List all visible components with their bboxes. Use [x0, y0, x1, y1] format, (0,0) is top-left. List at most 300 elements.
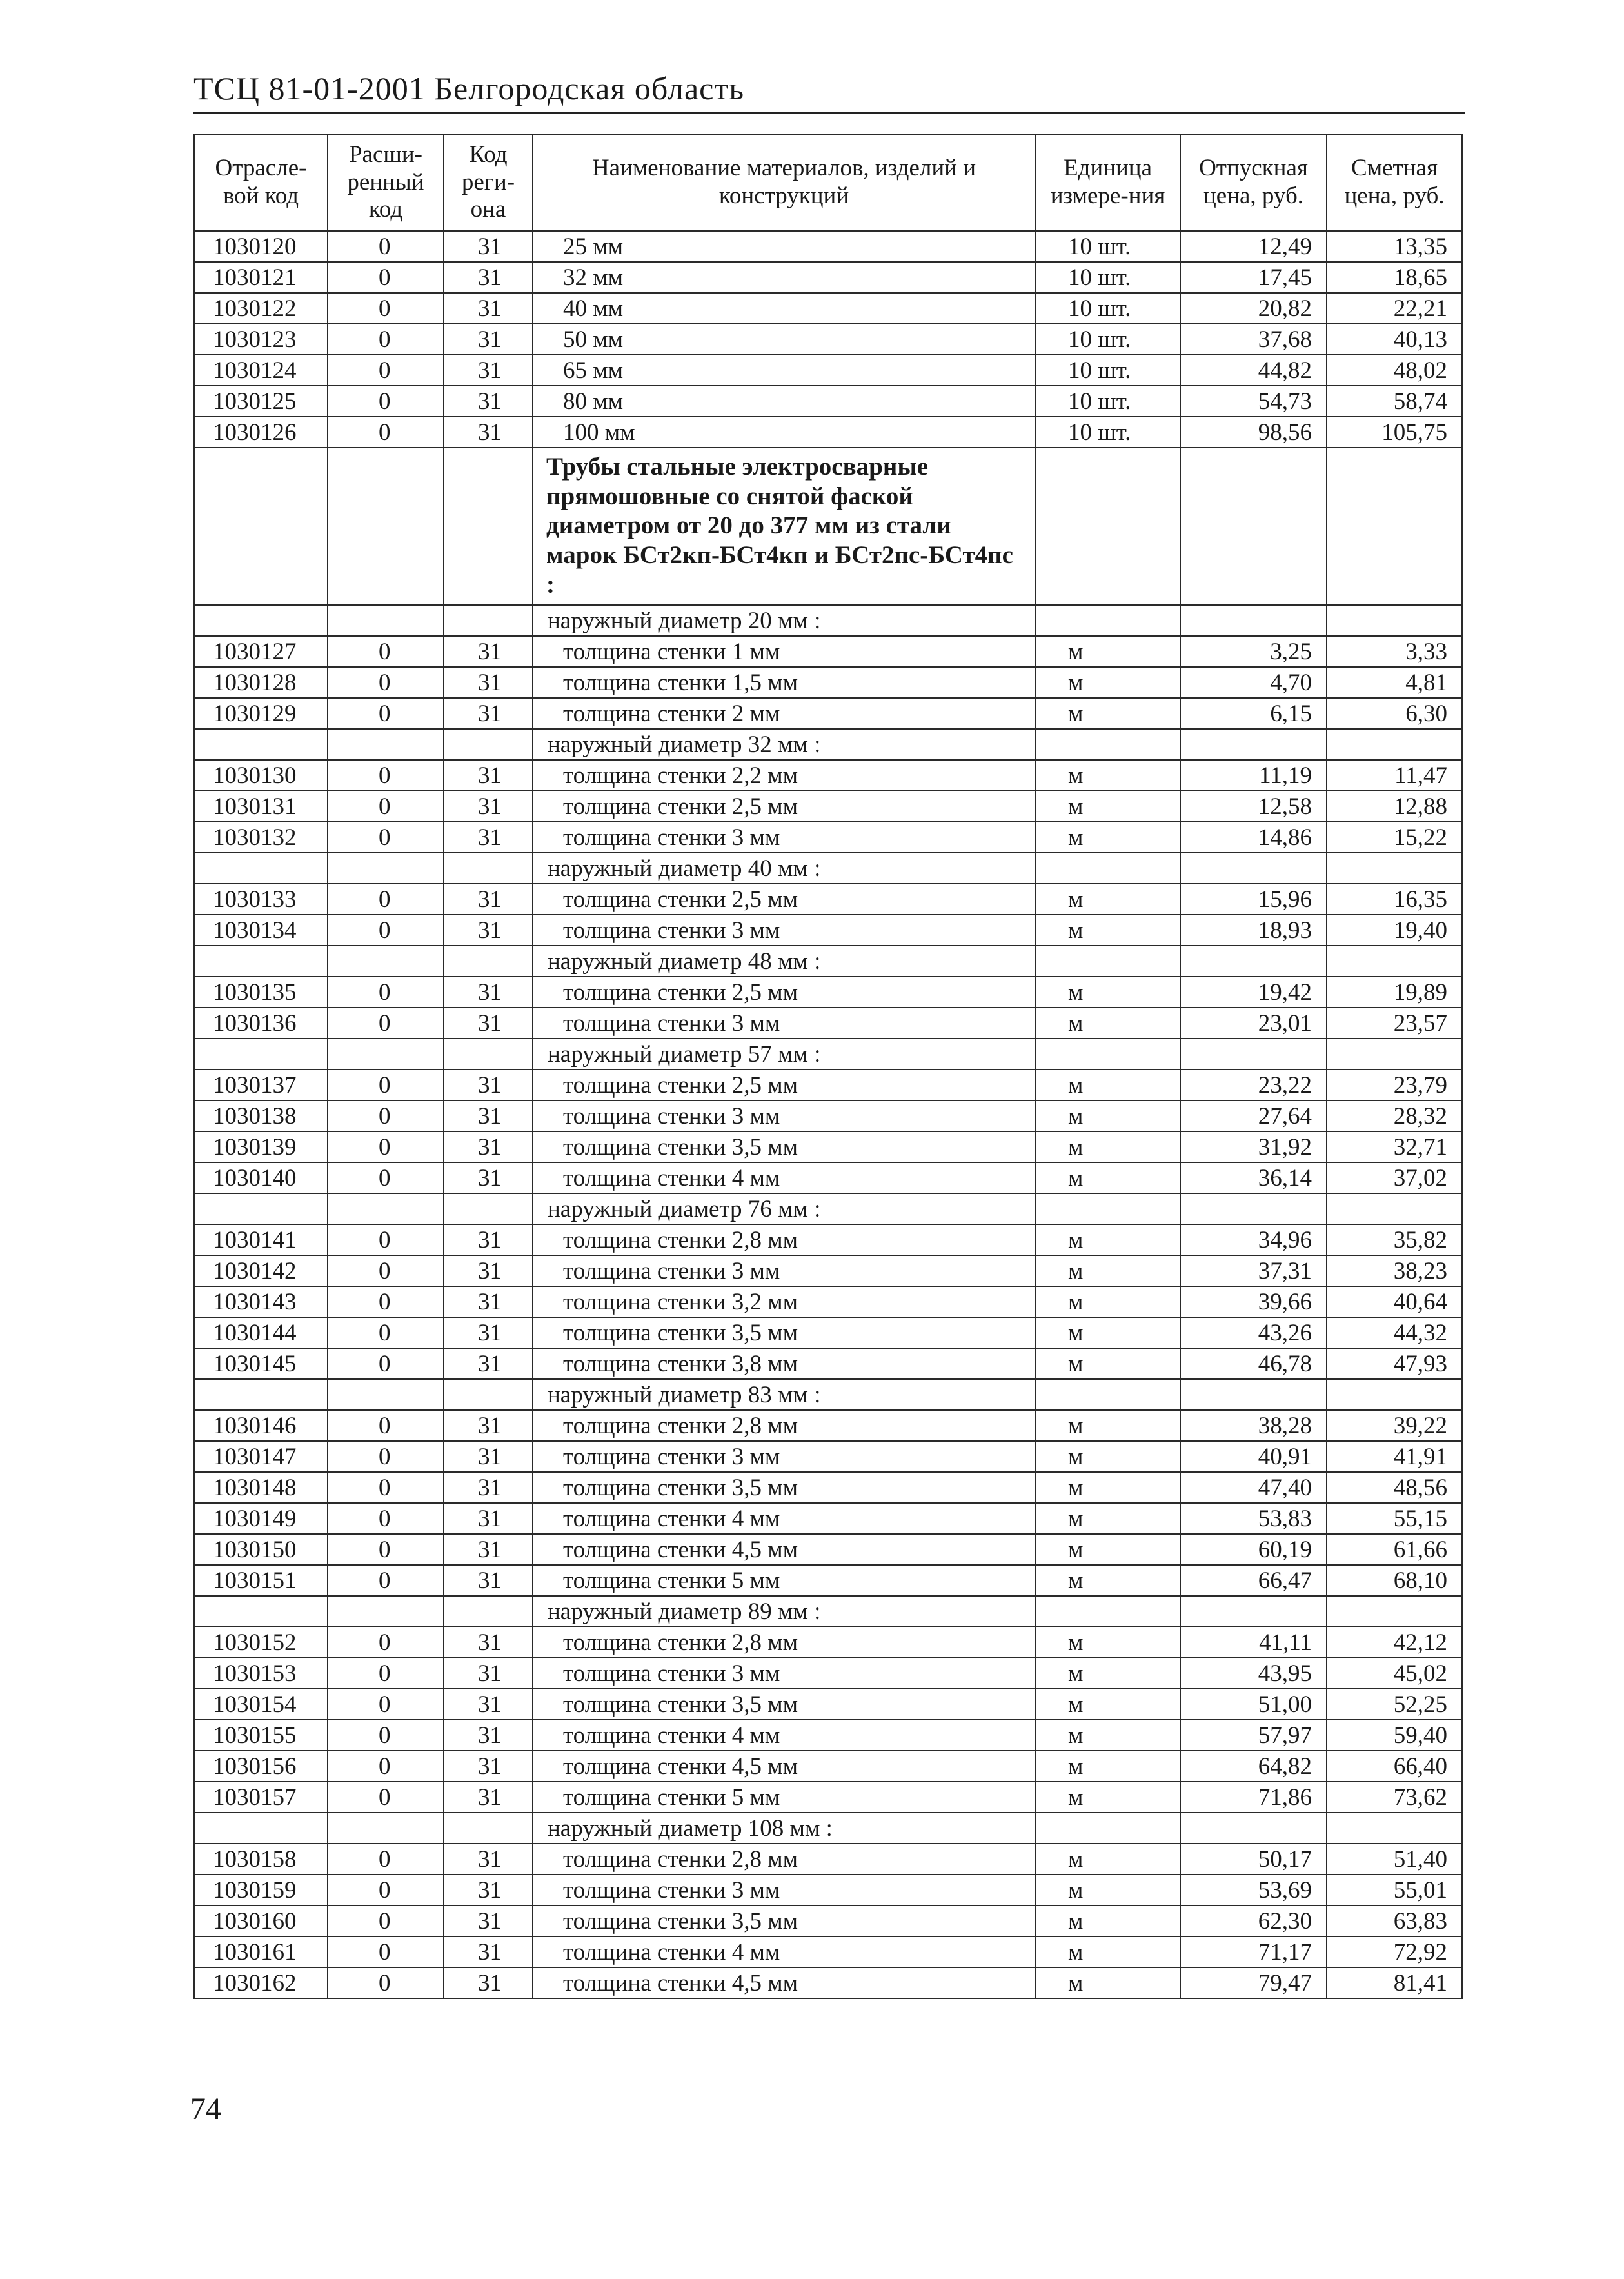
table-row [194, 1255, 1462, 1286]
unit-cell: м [1035, 1936, 1180, 1967]
unit-cell: м [1035, 884, 1180, 915]
region-code-cell: 31 [444, 698, 533, 729]
unit-cell: м [1035, 1782, 1180, 1813]
empty-cell [1035, 605, 1180, 636]
release-price-cell: 43,26 [1180, 1317, 1327, 1348]
extended-code-cell: 0 [328, 262, 444, 293]
industry-code-cell: 1030158 [194, 1844, 328, 1875]
region-code-cell: 31 [444, 1410, 533, 1441]
release-price-cell: 53,69 [1180, 1875, 1327, 1906]
table-row [194, 977, 1462, 1008]
empty-cell [1180, 1379, 1327, 1410]
table-row [194, 884, 1462, 915]
region-code-cell: 31 [444, 1906, 533, 1936]
material-name-cell: толщина стенки 4,5 мм [533, 1967, 1035, 1998]
empty-cell [194, 1813, 328, 1844]
empty-cell [1180, 1813, 1327, 1844]
subheading-cell: наружный диаметр 108 мм : [533, 1813, 1035, 1844]
extended-code-cell: 0 [328, 1689, 444, 1720]
empty-cell [1035, 1813, 1180, 1844]
industry-code-cell: 1030133 [194, 884, 328, 915]
empty-cell [1327, 1379, 1462, 1410]
subheading-row [194, 1813, 1462, 1844]
release-price-cell: 98,56 [1180, 417, 1327, 448]
industry-code-cell: 1030135 [194, 977, 328, 1008]
subheading-row [194, 946, 1462, 977]
subheading-row [194, 1379, 1462, 1410]
release-price-cell: 54,73 [1180, 386, 1327, 417]
empty-cell [194, 1379, 328, 1410]
page-header-title: ТСЦ 81-01-2001 Белгородская область [193, 70, 745, 106]
subheading-cell: наружный диаметр 89 мм : [533, 1596, 1035, 1627]
empty-cell [1327, 605, 1462, 636]
industry-code-cell: 1030134 [194, 915, 328, 946]
subheading-row [194, 853, 1462, 884]
table-body [194, 231, 1462, 1998]
unit-cell: м [1035, 1627, 1180, 1658]
release-price-cell: 3,25 [1180, 636, 1327, 667]
price-table [193, 134, 1463, 1999]
empty-cell [1180, 853, 1327, 884]
empty-cell [444, 1379, 533, 1410]
industry-code-cell: 1030146 [194, 1410, 328, 1441]
release-price-cell: 62,30 [1180, 1906, 1327, 1936]
release-price-cell: 18,93 [1180, 915, 1327, 946]
empty-cell [1180, 729, 1327, 760]
empty-cell [328, 1813, 444, 1844]
unit-cell: м [1035, 1224, 1180, 1255]
release-price-cell: 12,49 [1180, 231, 1327, 262]
extended-code-cell: 0 [328, 1224, 444, 1255]
material-name-cell: толщина стенки 3,5 мм [533, 1317, 1035, 1348]
table-row [194, 324, 1462, 355]
table-row [194, 698, 1462, 729]
col-header-material-name: Наименование материалов, изделий и конструкций [533, 134, 1035, 231]
table-row [194, 1441, 1462, 1472]
empty-cell [1180, 1039, 1327, 1070]
empty-cell [444, 605, 533, 636]
empty-cell [1327, 448, 1462, 605]
industry-code-cell: 1030138 [194, 1100, 328, 1131]
empty-cell [328, 1379, 444, 1410]
col-header-release-price: Отпускная цена, руб. [1180, 134, 1327, 231]
empty-cell [1327, 729, 1462, 760]
release-price-cell: 37,68 [1180, 324, 1327, 355]
material-name-cell: толщина стенки 2,5 мм [533, 884, 1035, 915]
estimate-price-cell: 3,33 [1327, 636, 1462, 667]
subheading-cell: наружный диаметр 76 мм : [533, 1193, 1035, 1224]
empty-cell [444, 1193, 533, 1224]
subheading-row [194, 1193, 1462, 1224]
industry-code-cell: 1030136 [194, 1008, 328, 1039]
empty-cell [1180, 605, 1327, 636]
release-price-cell: 34,96 [1180, 1224, 1327, 1255]
region-code-cell: 31 [444, 231, 533, 262]
extended-code-cell: 0 [328, 1070, 444, 1100]
release-price-cell: 44,82 [1180, 355, 1327, 386]
industry-code-cell: 1030140 [194, 1162, 328, 1193]
region-code-cell: 31 [444, 262, 533, 293]
release-price-cell: 20,82 [1180, 293, 1327, 324]
extended-code-cell: 0 [328, 1967, 444, 1998]
industry-code-cell: 1030152 [194, 1627, 328, 1658]
unit-cell: м [1035, 1255, 1180, 1286]
estimate-price-cell: 63,83 [1327, 1906, 1462, 1936]
region-code-cell: 31 [444, 324, 533, 355]
header-row [194, 134, 1462, 231]
release-price-cell: 37,31 [1180, 1255, 1327, 1286]
empty-cell [1327, 1813, 1462, 1844]
estimate-price-cell: 4,81 [1327, 667, 1462, 698]
table-row [194, 262, 1462, 293]
table-row [194, 355, 1462, 386]
col-header-industry-code: Отрасле-вой код [194, 134, 328, 231]
industry-code-cell: 1030148 [194, 1472, 328, 1503]
industry-code-cell: 1030155 [194, 1720, 328, 1751]
extended-code-cell: 0 [328, 791, 444, 822]
empty-cell [1180, 1596, 1327, 1627]
estimate-price-cell: 15,22 [1327, 822, 1462, 853]
release-price-cell: 64,82 [1180, 1751, 1327, 1782]
estimate-price-cell: 45,02 [1327, 1658, 1462, 1689]
material-name-cell: толщина стенки 3,5 мм [533, 1472, 1035, 1503]
region-code-cell: 31 [444, 1162, 533, 1193]
estimate-price-cell: 22,21 [1327, 293, 1462, 324]
estimate-price-cell: 39,22 [1327, 1410, 1462, 1441]
extended-code-cell: 0 [328, 1936, 444, 1967]
extended-code-cell: 0 [328, 1844, 444, 1875]
unit-cell: м [1035, 698, 1180, 729]
empty-cell [1327, 1193, 1462, 1224]
estimate-price-cell: 35,82 [1327, 1224, 1462, 1255]
table-header [194, 134, 1462, 231]
empty-cell [328, 946, 444, 977]
subheading-row [194, 729, 1462, 760]
region-code-cell: 31 [444, 1720, 533, 1751]
table-row [194, 1720, 1462, 1751]
col-header-region-code: Код реги-она [444, 134, 533, 231]
extended-code-cell: 0 [328, 1503, 444, 1534]
col-header-estimate-price: Сметная цена, руб. [1327, 134, 1462, 231]
material-name-cell: толщина стенки 3 мм [533, 1441, 1035, 1472]
table-row [194, 915, 1462, 946]
empty-cell [1035, 853, 1180, 884]
extended-code-cell: 0 [328, 1565, 444, 1596]
extended-code-cell: 0 [328, 1472, 444, 1503]
release-price-cell: 71,86 [1180, 1782, 1327, 1813]
estimate-price-cell: 55,15 [1327, 1503, 1462, 1534]
extended-code-cell: 0 [328, 760, 444, 791]
release-price-cell: 79,47 [1180, 1967, 1327, 1998]
unit-cell: м [1035, 1410, 1180, 1441]
extended-code-cell: 0 [328, 1131, 444, 1162]
region-code-cell: 31 [444, 1131, 533, 1162]
empty-cell [444, 448, 533, 605]
extended-code-cell: 0 [328, 1100, 444, 1131]
region-code-cell: 31 [444, 1565, 533, 1596]
estimate-price-cell: 59,40 [1327, 1720, 1462, 1751]
unit-cell: м [1035, 1967, 1180, 1998]
industry-code-cell: 1030149 [194, 1503, 328, 1534]
release-price-cell: 46,78 [1180, 1348, 1327, 1379]
unit-cell: м [1035, 1348, 1180, 1379]
subheading-row [194, 1039, 1462, 1070]
empty-cell [1327, 1596, 1462, 1627]
unit-cell: м [1035, 977, 1180, 1008]
table-row [194, 667, 1462, 698]
unit-cell: м [1035, 915, 1180, 946]
estimate-price-cell: 23,79 [1327, 1070, 1462, 1100]
estimate-price-cell: 38,23 [1327, 1255, 1462, 1286]
region-code-cell: 31 [444, 884, 533, 915]
estimate-price-cell: 16,35 [1327, 884, 1462, 915]
table-row [194, 1348, 1462, 1379]
unit-cell: 10 шт. [1035, 231, 1180, 262]
extended-code-cell: 0 [328, 636, 444, 667]
extended-code-cell: 0 [328, 884, 444, 915]
region-code-cell: 31 [444, 1967, 533, 1998]
extended-code-cell: 0 [328, 1255, 444, 1286]
table-row [194, 1100, 1462, 1131]
extended-code-cell: 0 [328, 1008, 444, 1039]
release-price-cell: 47,40 [1180, 1472, 1327, 1503]
unit-cell: м [1035, 667, 1180, 698]
empty-cell [1180, 1193, 1327, 1224]
material-name-cell: толщина стенки 5 мм [533, 1782, 1035, 1813]
empty-cell [444, 946, 533, 977]
estimate-price-cell: 68,10 [1327, 1565, 1462, 1596]
estimate-price-cell: 52,25 [1327, 1689, 1462, 1720]
empty-cell [328, 1596, 444, 1627]
table-row [194, 1875, 1462, 1906]
extended-code-cell: 0 [328, 915, 444, 946]
region-code-cell: 31 [444, 1286, 533, 1317]
estimate-price-cell: 42,12 [1327, 1627, 1462, 1658]
estimate-price-cell: 41,91 [1327, 1441, 1462, 1472]
table-row [194, 1658, 1462, 1689]
empty-cell [328, 605, 444, 636]
extended-code-cell: 0 [328, 293, 444, 324]
industry-code-cell: 1030132 [194, 822, 328, 853]
extended-code-cell: 0 [328, 1782, 444, 1813]
industry-code-cell: 1030156 [194, 1751, 328, 1782]
estimate-price-cell: 23,57 [1327, 1008, 1462, 1039]
material-name-cell: толщина стенки 1,5 мм [533, 667, 1035, 698]
subheading-row [194, 1596, 1462, 1627]
industry-code-cell: 1030157 [194, 1782, 328, 1813]
subheading-cell: наружный диаметр 32 мм : [533, 729, 1035, 760]
extended-code-cell: 0 [328, 1658, 444, 1689]
material-name-cell: толщина стенки 3 мм [533, 1100, 1035, 1131]
unit-cell: 10 шт. [1035, 293, 1180, 324]
industry-code-cell: 1030129 [194, 698, 328, 729]
table-row [194, 386, 1462, 417]
region-code-cell: 31 [444, 1317, 533, 1348]
table-row [194, 1627, 1462, 1658]
industry-code-cell: 1030126 [194, 417, 328, 448]
empty-cell [1035, 946, 1180, 977]
extended-code-cell: 0 [328, 1720, 444, 1751]
empty-cell [328, 448, 444, 605]
unit-cell: м [1035, 1906, 1180, 1936]
extended-code-cell: 0 [328, 1751, 444, 1782]
material-name-cell: толщина стенки 2,5 мм [533, 1070, 1035, 1100]
region-code-cell: 31 [444, 1658, 533, 1689]
industry-code-cell: 1030150 [194, 1534, 328, 1565]
estimate-price-cell: 40,13 [1327, 324, 1462, 355]
estimate-price-cell: 55,01 [1327, 1875, 1462, 1906]
industry-code-cell: 1030161 [194, 1936, 328, 1967]
estimate-price-cell: 47,93 [1327, 1348, 1462, 1379]
release-price-cell: 23,01 [1180, 1008, 1327, 1039]
table-row [194, 822, 1462, 853]
estimate-price-cell: 28,32 [1327, 1100, 1462, 1131]
material-name-cell: толщина стенки 3 мм [533, 1658, 1035, 1689]
release-price-cell: 23,22 [1180, 1070, 1327, 1100]
release-price-cell: 27,64 [1180, 1100, 1327, 1131]
unit-cell: м [1035, 1658, 1180, 1689]
extended-code-cell: 0 [328, 698, 444, 729]
subheading-cell: наружный диаметр 20 мм : [533, 605, 1035, 636]
extended-code-cell: 0 [328, 977, 444, 1008]
unit-cell: м [1035, 1844, 1180, 1875]
unit-cell: м [1035, 1472, 1180, 1503]
empty-cell [194, 1193, 328, 1224]
unit-cell: м [1035, 1503, 1180, 1534]
release-price-cell: 31,92 [1180, 1131, 1327, 1162]
material-name-cell: 65 мм [533, 355, 1035, 386]
unit-cell: м [1035, 760, 1180, 791]
material-name-cell: толщина стенки 5 мм [533, 1565, 1035, 1596]
table-row [194, 1936, 1462, 1967]
release-price-cell: 53,83 [1180, 1503, 1327, 1534]
unit-cell: 10 шт. [1035, 262, 1180, 293]
material-name-cell: 100 мм [533, 417, 1035, 448]
material-name-cell: толщина стенки 4,5 мм [533, 1751, 1035, 1782]
material-name-cell: толщина стенки 3 мм [533, 1255, 1035, 1286]
industry-code-cell: 1030121 [194, 262, 328, 293]
estimate-price-cell: 44,32 [1327, 1317, 1462, 1348]
table-row [194, 1565, 1462, 1596]
industry-code-cell: 1030120 [194, 231, 328, 262]
estimate-price-cell: 13,35 [1327, 231, 1462, 262]
empty-cell [328, 1039, 444, 1070]
unit-cell: м [1035, 1286, 1180, 1317]
material-name-cell: 50 мм [533, 324, 1035, 355]
estimate-price-cell: 18,65 [1327, 262, 1462, 293]
extended-code-cell: 0 [328, 667, 444, 698]
material-name-cell: толщина стенки 4 мм [533, 1162, 1035, 1193]
estimate-price-cell: 58,74 [1327, 386, 1462, 417]
region-code-cell: 31 [444, 1936, 533, 1967]
material-name-cell: толщина стенки 4,5 мм [533, 1534, 1035, 1565]
extended-code-cell: 0 [328, 355, 444, 386]
table-row [194, 1317, 1462, 1348]
unit-cell: 10 шт. [1035, 324, 1180, 355]
region-code-cell: 31 [444, 1844, 533, 1875]
estimate-price-cell: 19,40 [1327, 915, 1462, 946]
extended-code-cell: 0 [328, 1162, 444, 1193]
region-code-cell: 31 [444, 915, 533, 946]
extended-code-cell: 0 [328, 1906, 444, 1936]
unit-cell: м [1035, 1751, 1180, 1782]
release-price-cell: 60,19 [1180, 1534, 1327, 1565]
industry-code-cell: 1030122 [194, 293, 328, 324]
release-price-cell: 66,47 [1180, 1565, 1327, 1596]
release-price-cell: 6,15 [1180, 698, 1327, 729]
extended-code-cell: 0 [328, 1286, 444, 1317]
material-name-cell: толщина стенки 4 мм [533, 1936, 1035, 1967]
table-row [194, 417, 1462, 448]
unit-cell: м [1035, 1875, 1180, 1906]
estimate-price-cell: 66,40 [1327, 1751, 1462, 1782]
empty-cell [194, 853, 328, 884]
industry-code-cell: 1030160 [194, 1906, 328, 1936]
material-name-cell: толщина стенки 2,5 мм [533, 791, 1035, 822]
region-code-cell: 31 [444, 1070, 533, 1100]
empty-cell [1180, 448, 1327, 605]
release-price-cell: 19,42 [1180, 977, 1327, 1008]
release-price-cell: 39,66 [1180, 1286, 1327, 1317]
empty-cell [444, 1596, 533, 1627]
material-name-cell: толщина стенки 1 мм [533, 636, 1035, 667]
empty-cell [194, 729, 328, 760]
unit-cell: 10 шт. [1035, 386, 1180, 417]
empty-cell [1327, 946, 1462, 977]
industry-code-cell: 1030145 [194, 1348, 328, 1379]
table-row [194, 293, 1462, 324]
material-name-cell: толщина стенки 3,5 мм [533, 1689, 1035, 1720]
region-code-cell: 31 [444, 1472, 533, 1503]
unit-cell: м [1035, 1565, 1180, 1596]
empty-cell [328, 1193, 444, 1224]
group-title-row [194, 448, 1462, 605]
industry-code-cell: 1030125 [194, 386, 328, 417]
empty-cell [444, 1039, 533, 1070]
release-price-cell: 11,19 [1180, 760, 1327, 791]
release-price-cell: 4,70 [1180, 667, 1327, 698]
industry-code-cell: 1030144 [194, 1317, 328, 1348]
material-name-cell: толщина стенки 3 мм [533, 822, 1035, 853]
region-code-cell: 31 [444, 977, 533, 1008]
estimate-price-cell: 81,41 [1327, 1967, 1462, 1998]
industry-code-cell: 1030151 [194, 1565, 328, 1596]
empty-cell [1327, 1039, 1462, 1070]
table-row [194, 1967, 1462, 1998]
empty-cell [444, 1813, 533, 1844]
empty-cell [328, 853, 444, 884]
table-row [194, 1410, 1462, 1441]
material-name-cell: толщина стенки 3,2 мм [533, 1286, 1035, 1317]
material-name-cell: толщина стенки 4 мм [533, 1720, 1035, 1751]
empty-cell [1180, 946, 1327, 977]
unit-cell: м [1035, 1441, 1180, 1472]
extended-code-cell: 0 [328, 1441, 444, 1472]
empty-cell [1035, 1039, 1180, 1070]
industry-code-cell: 1030147 [194, 1441, 328, 1472]
material-name-cell: толщина стенки 2 мм [533, 698, 1035, 729]
table-row [194, 1008, 1462, 1039]
estimate-price-cell: 51,40 [1327, 1844, 1462, 1875]
table-row [194, 1162, 1462, 1193]
empty-cell [1327, 853, 1462, 884]
empty-cell [1035, 729, 1180, 760]
estimate-price-cell: 61,66 [1327, 1534, 1462, 1565]
region-code-cell: 31 [444, 1503, 533, 1534]
industry-code-cell: 1030141 [194, 1224, 328, 1255]
empty-cell [1035, 1193, 1180, 1224]
release-price-cell: 40,91 [1180, 1441, 1327, 1472]
